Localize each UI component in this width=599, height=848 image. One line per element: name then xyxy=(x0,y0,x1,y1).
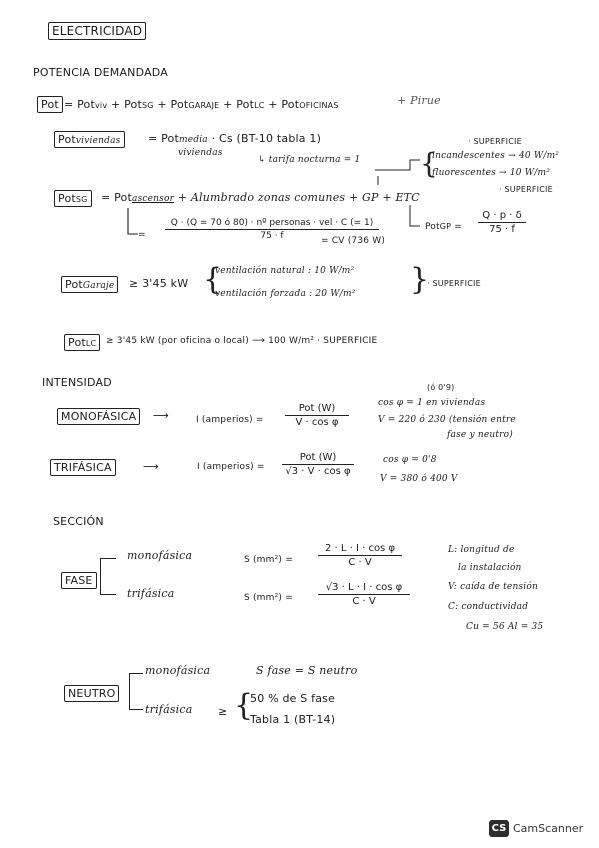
mono-voltage-2: fase y neutro) xyxy=(447,430,514,440)
legend-line-4: C: conductividad xyxy=(448,602,529,612)
section-heading-seccion: SECCIÓN xyxy=(53,515,104,528)
pot-box: Pot xyxy=(37,96,63,113)
neutro-tri-ge: ≥ xyxy=(218,705,228,718)
tarifa-nocturna: ↳ tarifa nocturna = 1 xyxy=(258,155,361,165)
ascensor-fraction: Q · (Q = 70 ó 80) · nº personas · vel · C (= 1) 75 · f xyxy=(165,218,379,241)
trifasica-box: TRIFÁSICA xyxy=(50,459,116,476)
fase-tri-s: S (mm²) = xyxy=(244,593,293,603)
pot-garaje-ineq: ≥ 3'45 kW xyxy=(129,277,189,290)
fluorescentes: fluorescentes → 10 W/m² xyxy=(432,168,550,178)
fase-mono-label: monofásica xyxy=(127,549,193,562)
ascensor-eq-sign: = xyxy=(138,230,146,240)
pot-formula: = Potviv + PotSG + PotGARAJE + PotLC + PotOFICINAS xyxy=(64,98,339,111)
gp-fraction: $\frac{Q \cdot p \cdot \delta}{75 \cdot f}$ xyxy=(478,210,526,235)
brace-garaje-right: } xyxy=(410,262,430,297)
mono-i: I (amperios) = xyxy=(196,415,264,425)
brace-lighting: { xyxy=(420,147,438,180)
tri-voltage: V = 380 ó 400 V xyxy=(380,474,458,484)
mono-fraction: Pot (W) V · cos φ xyxy=(285,403,349,428)
tri-fraction: Pot (W) √3 · V · cos φ xyxy=(282,452,354,477)
pot-viviendas-eq: = Potmedia · Cs (BT-10 tabla 1) xyxy=(148,132,322,145)
pot-gp: PotGP = xyxy=(425,222,462,232)
superficie-note-2: · SUPERFICIE xyxy=(499,185,553,194)
fase-mono-fraction: $\frac{\text{2 · L · I · cos φ}}{C \cdot V}$ xyxy=(318,543,402,568)
legend-line-5: Cu = 56 Al = 35 xyxy=(466,622,544,632)
mono-voltage: V = 220 ó 230 (tensión entre xyxy=(378,415,516,425)
tri-cos: cos φ = 0'8 xyxy=(383,455,437,465)
brace-garaje-left: { xyxy=(203,262,223,297)
neutro-opt2: Tabla 1 (BT-14) xyxy=(250,713,336,726)
fase-box: FASE xyxy=(61,572,97,589)
tri-arrow: ⟶ xyxy=(143,460,159,473)
ascensor-cv: = CV (736 W) xyxy=(321,236,386,246)
pot-viviendas-sub2: viviendas xyxy=(178,148,223,158)
neutro-box: NEUTRO xyxy=(64,685,119,702)
ventilacion-natural: ventilación natural : 10 W/m² xyxy=(215,266,355,276)
superficie-note-1: · SUPERFICIE xyxy=(468,137,522,146)
camscanner-text: CamScanner xyxy=(513,822,584,835)
fase-tri-label: trifásica xyxy=(127,587,175,600)
pot-garaje-box: PotGaraje xyxy=(61,276,118,293)
pot-viviendas-box: Potviviendas xyxy=(54,131,125,148)
pot-sg-box: PotSG xyxy=(54,190,92,207)
neutro-tri-label: trifásica xyxy=(145,703,193,716)
mono-note-top: (ó 0'9) xyxy=(427,383,455,392)
mono-cos: cos φ = 1 en viviendas xyxy=(378,398,486,408)
monofasica-box: MONOFÁSICA xyxy=(57,408,140,425)
page-title: ELECTRICIDAD xyxy=(48,22,146,40)
superficie-note-3: · SUPERFICIE xyxy=(427,279,481,288)
legend-line-3: V: caída de tensión xyxy=(448,582,538,592)
fase-mono-s: S (mm²) = xyxy=(244,555,293,565)
legend-line-1: L: longitud de xyxy=(448,545,515,555)
camscanner-logo: CS xyxy=(489,820,509,837)
pot-lc-box: PotLC xyxy=(64,334,100,351)
mono-arrow: ⟶ xyxy=(153,409,169,422)
pot-sg-eq: = Potascensor + Alumbrado zonas comunes + GP + ETC xyxy=(101,191,420,204)
brace-neutro: { xyxy=(234,688,254,723)
tri-i: I (amperios) = xyxy=(197,462,265,472)
fase-tri-fraction: $\frac{\text{√3 · L · I · cos φ}}{C \cdot V}$ xyxy=(318,582,410,607)
neutro-mono-label: monofásica xyxy=(145,664,211,677)
ventilacion-forzada: ventilación forzada : 20 W/m² xyxy=(215,289,356,299)
legend-line-2: la instalación xyxy=(458,563,522,573)
pot-extra: + Pirue xyxy=(397,94,441,107)
incandescentes: incandescentes → 40 W/m² xyxy=(432,151,560,161)
neutro-opt1: 50 % de S fase xyxy=(250,692,336,705)
pot-lc-text: ≥ 3'45 kW (por oficina o local) ⟶ 100 W/m² · SUPERFICIE xyxy=(106,336,378,346)
neutro-mono-eq: S fase = S neutro xyxy=(256,664,358,677)
section-heading-intensidad: INTENSIDAD xyxy=(42,376,112,389)
section-heading-potencia: POTENCIA DEMANDADA xyxy=(33,66,169,79)
